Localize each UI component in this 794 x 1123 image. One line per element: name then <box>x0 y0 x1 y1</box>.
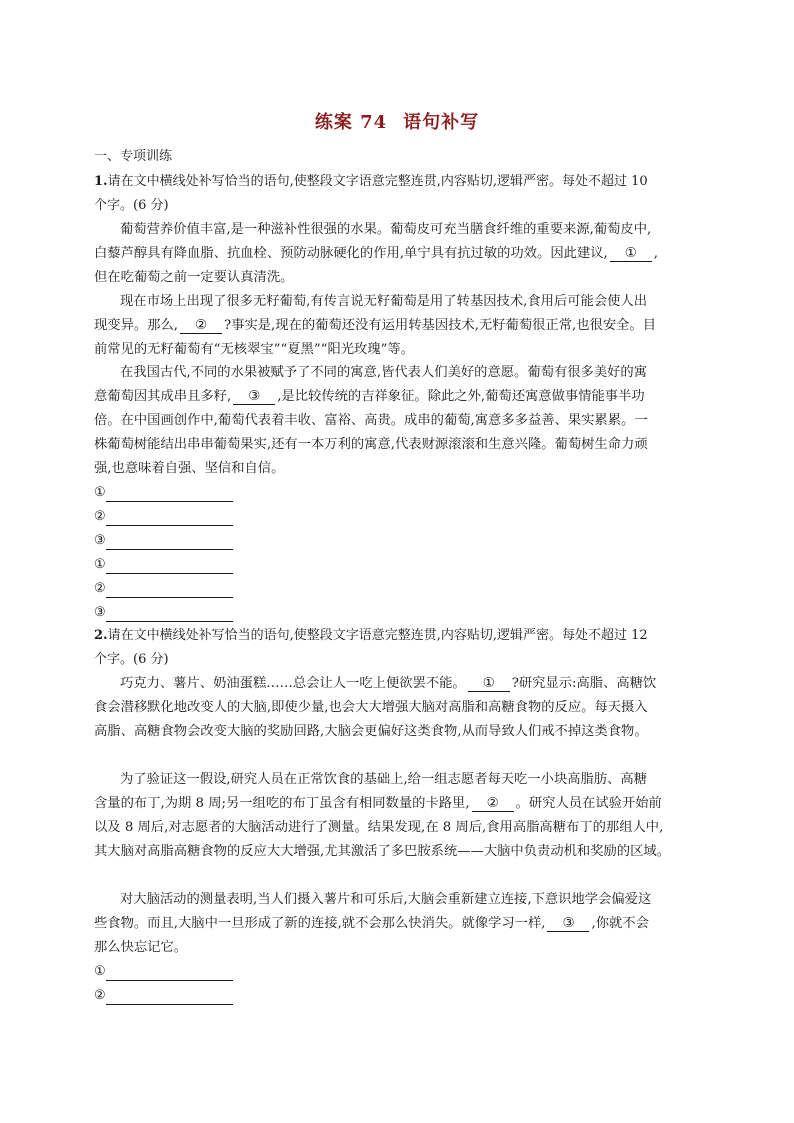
text-line: ,是比较传统的吉祥象征。除此之外,葡萄还寓意做事情能事半功 <box>277 389 645 404</box>
fill-blank-2[interactable]: ② <box>472 796 514 812</box>
answer-line[interactable] <box>94 987 233 1005</box>
text-line: 其大脑对高脂高糖食物的反应大大增强,尤其激活了多巴胺系统——大脑中负责动机和奖励的区域。 <box>94 844 670 859</box>
text-line: 现变异。那么, <box>94 318 179 333</box>
fill-blank-2[interactable]: ② <box>180 318 222 334</box>
text-line: 前常见的无籽葡萄有“无核翠宝”“夏黑”“阳光玫瑰”等。 <box>94 342 415 357</box>
fill-blank-1[interactable]: ① <box>468 676 510 692</box>
text-line: 对大脑活动的测量表明,当人们摄入薯片和可乐后,大脑会重新建立连接,下意识地学会偏爱这 <box>120 892 652 907</box>
question-1-prompt-line2: 个字。(6 分) <box>94 198 169 213</box>
section-heading: 一、专项训练 <box>94 149 173 164</box>
q2-paragraph-2 <box>94 768 706 864</box>
answer-label: ② <box>94 581 106 596</box>
question-1-number: 1. <box>94 174 108 189</box>
text-line: 倍。在中国画创作中,葡萄代表着丰收、富裕、高贵。成串的葡萄,寓意多多益善、果实累累。一 <box>94 413 648 428</box>
answer-line[interactable] <box>94 556 233 574</box>
answer-line[interactable] <box>94 604 233 622</box>
answer-label: ① <box>94 964 106 979</box>
text-line: 食会潜移默化地改变人的大脑,即使少量,也会大大增强大脑对高脂和高糖食物的反应。每天摄入 <box>94 700 648 715</box>
text-line: 含量的布丁,为期 8 周;另一组吃的布丁虽含有相同数量的卡路里, <box>94 796 470 811</box>
page-title <box>0 108 794 134</box>
answer-underline <box>106 583 233 598</box>
question-2-prompt <box>94 624 706 672</box>
answer-label: ③ <box>94 533 106 548</box>
fill-blank-1[interactable]: ① <box>610 246 652 262</box>
text-line: ?研究显示:高脂、高糖饮 <box>511 676 657 691</box>
answer-line[interactable] <box>94 484 233 502</box>
answer-line[interactable] <box>94 532 233 550</box>
answer-line[interactable] <box>94 963 233 981</box>
answer-underline <box>106 966 233 981</box>
q1-paragraph-1 <box>94 218 706 290</box>
text-line: 白藜芦醇具有降血脂、抗血栓、预防动脉硬化的作用,单宁具有抗过敏的功效。因此建议, <box>94 246 608 261</box>
q2-paragraph-3 <box>94 888 706 960</box>
q1-paragraph-3 <box>94 361 706 481</box>
answer-underline <box>106 990 233 1005</box>
text-line: 以及 8 周后,对志愿者的大脑活动进行了测量。结果发现,在 8 周后,食用高脂高糖布丁的那组人中, <box>94 820 664 835</box>
text-line: ?事实是,现在的葡萄还没有运用转基因技术,无籽葡萄很正常,也很安全。目 <box>224 318 657 333</box>
title-name: 语句补写 <box>403 112 480 133</box>
question-2-prompt-line2: 个字。(6 分) <box>94 652 169 667</box>
answer-label: ③ <box>94 605 106 620</box>
answer-underline <box>106 559 233 574</box>
text-line: 现在市场上出现了很多无籽葡萄,有传言说无籽葡萄是用了转基因技术,食用后可能会使人出 <box>120 294 648 309</box>
answer-label: ② <box>94 509 106 524</box>
text-line: ,你就不会 <box>591 916 649 931</box>
answer-underline <box>106 487 233 502</box>
answer-underline <box>106 511 233 526</box>
answer-underline <box>106 535 233 550</box>
answer-label: ① <box>94 485 106 500</box>
q1-paragraph-2 <box>94 290 706 362</box>
fill-blank-3[interactable]: ③ <box>233 389 275 405</box>
answer-line[interactable] <box>94 580 233 598</box>
text-line: 葡萄营养价值丰富,是一种滋补性很强的水果。葡萄皮可充当膳食纤维的重要来源,葡萄皮中, <box>120 222 652 237</box>
text-line: 为了验证这一假设,研究人员在正常饮食的基础上,给一组志愿者每天吃一小块高脂肪、高糖 <box>120 772 648 787</box>
text-line: 意葡萄因其成串且多籽, <box>94 389 232 404</box>
answer-underline <box>106 607 233 622</box>
text-line: 些食物。而且,大脑中一旦形成了新的连接,就不会那么快消失。就像学习一样, <box>94 916 546 931</box>
q2-paragraph-1 <box>94 672 706 744</box>
answer-label: ② <box>94 988 106 1003</box>
fill-blank-3[interactable]: ③ <box>547 916 589 932</box>
question-2-number: 2. <box>94 628 108 643</box>
text-line: 但在吃葡萄之前一定要认真清洗。 <box>94 270 294 285</box>
question-1-prompt <box>94 170 706 218</box>
text-line: 。研究人员在试验开始前 <box>515 796 662 811</box>
question-2-prompt-line1: 请在文中横线处补写恰当的语句,使整段文字语意完整连贯,内容贴切,逻辑严密。每处不超过 12 <box>107 628 648 643</box>
text-line: 巧克力、薯片、奶油蛋糕……总会让人一吃上便欲罢不能。 <box>120 676 466 691</box>
text-line: 高脂、高糖食物会改变大脑的奖励回路,大脑会更偏好这类食物,从而导致人们戒不掉这类食物。 <box>94 724 648 739</box>
text-line: 在我国古代,不同的水果被赋予了不同的寓意,皆代表人们美好的意愿。葡萄有很多美好的寓 <box>120 365 648 380</box>
text-line: 株葡萄树能结出串串葡萄果实,还有一本万利的寓意,代表财源滚滚和生意兴隆。葡萄树生命力顽 <box>94 437 648 452</box>
title-prefix: 练案 74 <box>314 112 388 133</box>
text-line: , <box>653 246 658 261</box>
text-line: 那么快忘记它。 <box>94 940 188 955</box>
question-1-prompt-line1: 请在文中横线处补写恰当的语句,使整段文字语意完整连贯,内容贴切,逻辑严密。每处不超过 10 <box>107 174 648 189</box>
text-line: 强,也意味着自强、坚信和自信。 <box>94 461 285 476</box>
answer-label: ① <box>94 557 106 572</box>
answer-line[interactable] <box>94 508 233 526</box>
